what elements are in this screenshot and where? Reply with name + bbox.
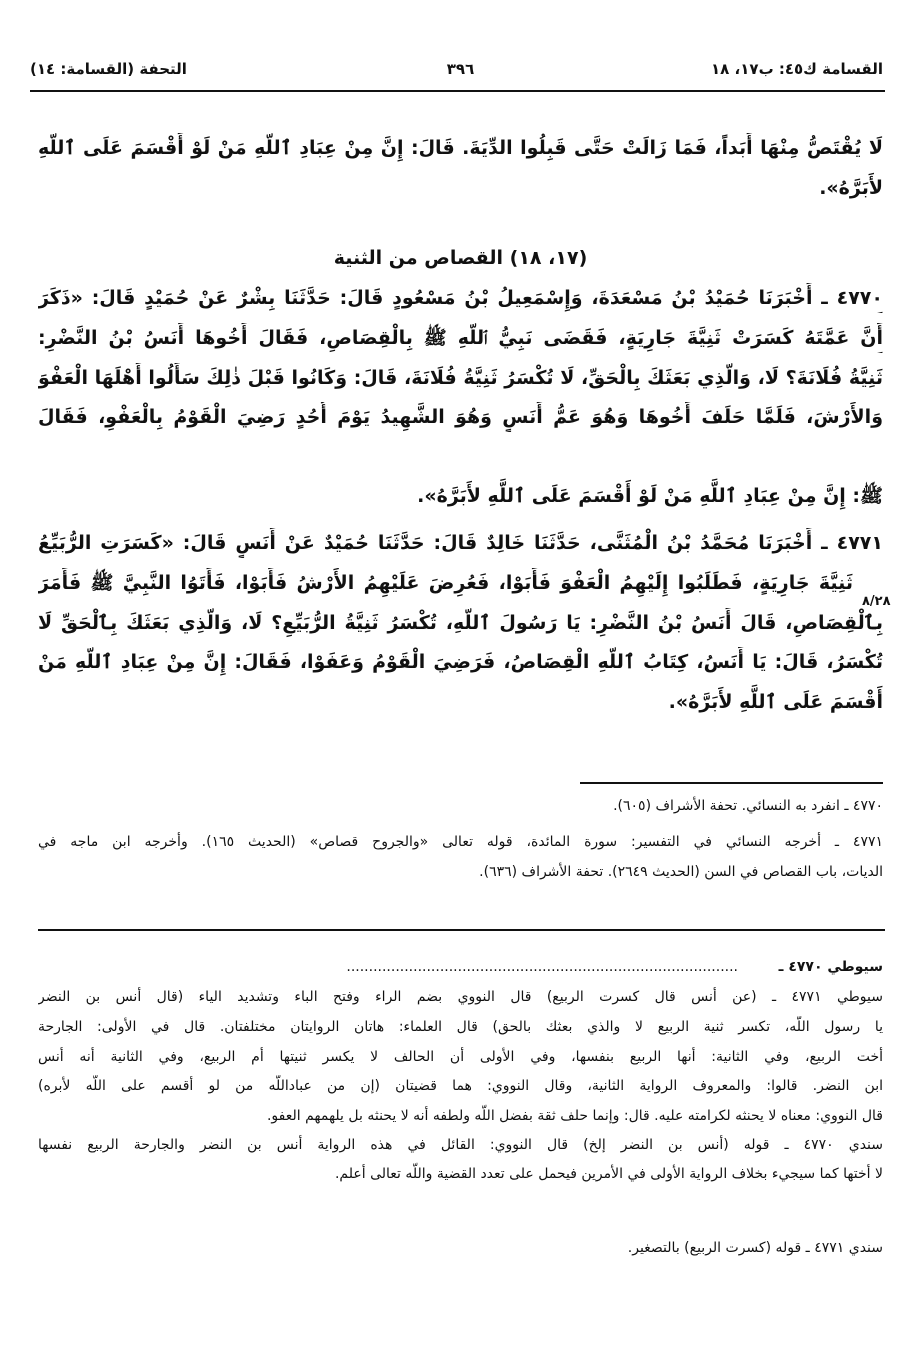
- commentary-suyuti-4770: سيوطي ٤٧٧٠ ـ: [778, 959, 883, 975]
- section-heading: (١٧، ١٨) القصاص من الثنية: [333, 247, 588, 269]
- continuation-line-2: لأَبَرَّهُ».: [819, 177, 883, 199]
- commentary-line: قال النووي: معناه لا يحنثه لكرامته عليه. قال: وإنما حلف ثقة بفضل اللّه ولطفه أنه لا يحنثه بل يلهمهم العفو.: [266, 1108, 883, 1124]
- commentary-rule: [38, 929, 885, 931]
- commentary-line: يا رسول اللّه، تكسر ثنية الربيع لا والذي بعثك بالحق) قال العلماء: هاتان الروايتان مختلفتان. قال في الأولى: الجارحة: [38, 1019, 883, 1035]
- commentary-sindi-4771: سندي ٤٧٧١ ـ قوله (كسرت الربيع) بالتصغير.: [627, 1240, 883, 1256]
- running-header-chapter: القسامة ك٤٥: ب١٧، ١٨: [711, 60, 883, 78]
- continuation-line-1: لَا يُقْتَصُّ مِنْهَا أَبَداً، فَمَا زَالَتْ حَتَّى قَبِلُوا الدِّيَةَ. قَالَ: إِنَّ مِنْ عِبَادِ ٱللَّهِ مَنْ لَوْ أَقْسَمَ عَلَى ٱللَّهِ: [38, 137, 883, 159]
- hadith-4771-line: بِٱلْقِصَاصِ، قَالَ أَنَسُ بْنُ النَّضْرِ: يَا رَسُولَ ٱللَّهِ، تُكْسَرُ ثَنِيَّةُ الرُّبَيِّعِ؟ لَا، وَالَّذِي بَعَثَكَ بِٱلْحَقِّ لَا: [38, 612, 883, 634]
- commentary-line: أخت الربيع، وفي الثانية: أنها الربيع بنفسها، وفي الأولى أن الحالف لا يكسر ثنيتها أم الربيع، وفي الثانية أنه أنس: [38, 1049, 883, 1065]
- commentary-line: سيوطي ٤٧٧١ ـ (عن أنس قال كسرت الربيع) قال النووي بضم الراء وفتح الباء وتشديد الياء (قال أنس بن النضر: [38, 989, 883, 1005]
- commentary-line: ابن النضر. قالوا: والمعروف الرواية الثانية، وقال النووي: هما قضيتان (إن من عباداللّه من لو أقسم على اللّه لأبره): [38, 1078, 883, 1094]
- hadith-4771-line: ٤٧٧١ ـ أَخْبَرَنَا مُحَمَّدُ بْنُ الْمُثَنَّى، حَدَّثَنَا خَالِدٌ قَالَ: حَدَّثَنَا حُمَيْدٌ عَنْ أَنَسٍ قَالَ: «كَسَرَتِ الرُّبَيِّعُ: [38, 532, 883, 554]
- hadith-4770-line: ثَنِيَّةُ فُلَانَةَ؟ لَا، وَالَّذِي بَعَثَكَ بِالْحَقِّ، لَا تُكْسَرُ ثَنِيَّةُ فُلَانَةَ، قَالَ: وَكَانُوا قَبْلَ ذٰلِكَ سَأَلُوا أَهْلَهَا الْعَفْوَ: [38, 367, 883, 389]
- footnote-4771: ٤٧٧١ ـ أخرجه النسائي في التفسير: سورة المائدة، قوله تعالى «والجروح قصاص» (الحديث ١٦٥). وأخرجه ابن ماجه في: [38, 834, 883, 850]
- footnote-4771-cont: الديات، باب القصاص في السن (الحديث ٢٦٤٩). تحفة الأشراف (٦٣٦).: [479, 864, 883, 880]
- header-rule: [30, 90, 885, 92]
- hadith-4770-line: وَالأَرْشَ، فَلَمَّا حَلَفَ أَخُوهَا وَهُوَ عَمُّ أَنَسٍ وَهُوَ الشَّهِيدُ يَوْمَ أُحُدٍ رَضِيَ الْقَوْمُ بِالْعَفْوِ، فَقَالَ: [38, 406, 883, 428]
- commentary-line: لا أختها كما سيجيء بخلاف الرواية الأولى في الأمرين فيحمل على تعدد القضية واللّه تعالى أعلم.: [334, 1166, 883, 1182]
- hadith-4771-line: تُكْسَرُ، قَالَ: يَا أَنَسُ، كِتَابُ ٱللَّهِ الْقِصَاصُ، فَرَضِيَ الْقَوْمُ وَعَفَوْا، فَقَالَ: إِنَّ مِنْ عِبَادِ ٱللَّهِ مَنْ: [38, 651, 883, 673]
- hadith-4770-line: أَنَّ عَمَّتَهُ كَسَرَتْ ثَنِيَّةَ جَارِيَةٍ، فَقَضَى نَبِيُّ ٱللَّهِ ﷺ بِالْقِصَاصِ، فَقَالَ أَخُوهَا أَنَسُ بْنُ النَّضْرِ:: [38, 327, 883, 349]
- hadith-4770-line: ﷺ: إِنَّ مِنْ عِبَادِ ٱللَّهِ مَنْ لَوْ أَقْسَمَ عَلَى ٱللَّهِ لأَبَرَّهُ».: [417, 485, 883, 507]
- running-header-reference: التحفة (القسامة: ١٤): [30, 60, 187, 78]
- margin-note: ٨/٢٨: [862, 594, 891, 609]
- commentary-line: سندي ٤٧٧٠ ـ قوله (أنس بن النضر إلخ) قال النووي: القائل في هذه الرواية أنس بن النضر والجارحة الربيع نفسها: [38, 1137, 883, 1153]
- hadith-4771-line: أَقْسَمَ عَلَى ٱللَّهِ لأَبَرَّهُ».: [668, 691, 883, 713]
- commentary-dots: ........................................................................................: [346, 959, 738, 975]
- page-number: ٣٩٦: [446, 60, 475, 78]
- footnote-4770: ٤٧٧٠ ـ انفرد به النسائي. تحفة الأشراف (٦٠٥).: [613, 798, 883, 814]
- footnote-rule: [580, 782, 883, 784]
- hadith-4771-line: ثَنِيَّةَ جَارِيَةٍ، فَطَلَبُوا إِلَيْهِمُ الْعَفْوَ فَأَبَوْا، فَعُرِضَ عَلَيْهِمُ الأَرْشُ فَأَبَوْا، فَأَتَوُا النَّبِيَّ ﷺ فَأَمَرَ: [38, 572, 853, 594]
- hadith-4770-line: ٤٧٧٠ ـ أَخْبَرَنَا حُمَيْدُ بْنُ مَسْعَدَةَ، وَإِسْمَعِيلُ بْنُ مَسْعُودٍ قَالَ: حَدَّثَنَا بِشْرٌ عَنْ حُمَيْدٍ قَالَ: «ذَكَرَ: [38, 287, 883, 309]
